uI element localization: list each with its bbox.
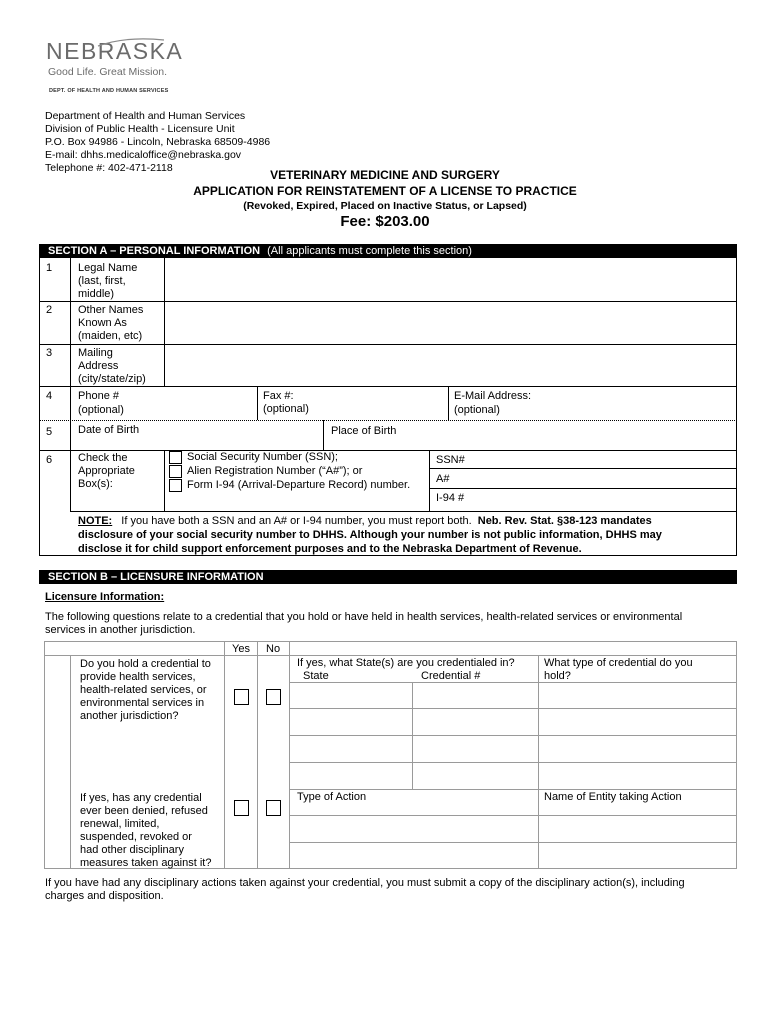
note-label: NOTE:	[78, 515, 113, 527]
credential-number-column-header: Credential #	[421, 670, 481, 682]
section-a-title: SECTION A – PERSONAL INFORMATION	[48, 245, 261, 257]
address-line: Department of Health and Human Services	[45, 110, 246, 122]
logo-tagline: Good Life. Great Mission.	[48, 66, 168, 78]
row-number: 2	[46, 304, 53, 316]
ssn-option-label: Social Security Number (SSN);	[187, 451, 338, 463]
a-number-label: A#	[436, 473, 450, 485]
address-line: P.O. Box 94986 - Lincoln, Nebraska 68509-4986	[45, 136, 271, 148]
ssn-number-label: SSN#	[436, 454, 465, 466]
pob-label: Place of Birth	[331, 425, 397, 437]
email-label: E-Mail Address:	[454, 390, 532, 402]
nebraska-logo-wordmark: NEBRASKA	[46, 38, 184, 64]
form-title: VETERINARY MEDICINE AND SURGERY	[270, 168, 500, 182]
row-number: 6	[46, 454, 53, 466]
i94-checkbox[interactable]	[169, 479, 182, 492]
dob-field[interactable]	[170, 422, 321, 449]
mailing-address-field[interactable]	[166, 346, 734, 385]
credential-type-header: What type of credential do you hold?	[544, 657, 693, 682]
i94-option-label: Form I-94 (Arrival-Departure Record) number.	[187, 479, 411, 491]
other-names-field[interactable]	[166, 303, 734, 343]
disciplinary-footer-line: charges and disposition.	[45, 890, 164, 902]
section-a-header	[39, 244, 737, 258]
q1-no-checkbox[interactable]	[266, 689, 281, 705]
yes-column-header: Yes	[232, 643, 250, 655]
i94-number-field[interactable]	[470, 490, 734, 510]
state-column-header: State	[303, 670, 329, 682]
row-number: 1	[46, 262, 53, 274]
note-disclosure-line: disclose it for child support enforcement purposes and to the Nebraska Department of Revenue.	[78, 543, 582, 555]
ssn-note	[78, 515, 652, 528]
licensure-intro-line: The following questions relate to a credential that you hold or have held in health services, health-related services or environmental	[45, 611, 683, 623]
alien-registration-option-label: Alien Registration Number (“A#”); or	[187, 465, 363, 477]
states-credentialed-header: If yes, what State(s) are you credentialed in?	[297, 657, 515, 669]
logo-swoosh-icon	[96, 34, 166, 48]
dob-label: Date of Birth	[78, 424, 140, 436]
mailing-address-label: Mailing Address (city/state/zip)	[78, 347, 146, 385]
note-text: If you have both a SSN and an A# or I-94 number, you must report both.	[121, 515, 472, 527]
phone-label: Phone #	[78, 390, 119, 402]
pob-field[interactable]	[405, 422, 734, 449]
section-a-note: (All applicants must complete this section)	[267, 245, 472, 257]
q2-no-checkbox[interactable]	[266, 800, 281, 816]
agency-address	[45, 110, 270, 175]
other-names-label: Other Names Known As (maiden, etc)	[78, 304, 144, 342]
legal-name-label: Legal Name (last, first, middle)	[78, 262, 138, 300]
application-fee: Fee: $203.00	[340, 213, 430, 230]
row-number: 3	[46, 347, 53, 359]
row-number: 5	[46, 426, 53, 438]
logo-department: DEPT. OF HEALTH AND HUMAN SERVICES	[49, 88, 169, 94]
check-boxes-label: Check the Appropriate Box(s):	[78, 452, 135, 490]
q1-yes-checkbox[interactable]	[234, 689, 249, 705]
section-b-title: SECTION B – LICENSURE INFORMATION	[48, 571, 264, 583]
entity-taking-action-header: Name of Entity taking Action	[544, 791, 682, 803]
email-optional: (optional)	[454, 404, 500, 416]
section-b-header	[39, 570, 737, 584]
ssn-checkbox[interactable]	[169, 451, 182, 464]
phone-optional: (optional)	[78, 404, 124, 416]
address-line: Division of Public Health - Licensure Unit	[45, 123, 235, 135]
form-subtitle: APPLICATION FOR REINSTATEMENT OF A LICENSE TO PRACTICE	[193, 184, 577, 198]
legal-name-field[interactable]	[166, 260, 734, 300]
q2-yes-checkbox[interactable]	[234, 800, 249, 816]
address-line: E-mail: dhhs.medicaloffice@nebraska.gov	[45, 149, 242, 161]
type-of-action-header: Type of Action	[297, 791, 367, 803]
no-column-header: No	[266, 643, 281, 655]
fax-label: Fax #:	[263, 390, 294, 402]
i94-number-label: I-94 #	[436, 492, 465, 504]
ssn-number-field[interactable]	[470, 451, 734, 467]
licensure-intro-line: services in another jurisdiction.	[45, 624, 196, 636]
row-number: 4	[46, 390, 53, 402]
licensure-subheading: Licensure Information:	[45, 591, 165, 603]
question-disciplinary-action: If yes, has any credential ever been denied, refused renewal, limited, suspended, revoked or had other disciplinary measures taken against it?	[80, 792, 212, 869]
note-statute: Neb. Rev. Stat. §38-123 mandates	[477, 515, 652, 527]
alien-registration-checkbox[interactable]	[169, 465, 182, 478]
email-field[interactable]	[540, 388, 734, 418]
form-status-note: (Revoked, Expired, Placed on Inactive Status, or Lapsed)	[243, 200, 527, 212]
question-hold-credential: Do you hold a credential to provide health services, health-related services, or environmental services in another jurisdiction?	[80, 658, 211, 722]
address-line: Telephone #: 402-471-2118	[45, 162, 173, 174]
disciplinary-footer-line: If you have had any disciplinary actions taken against your credential, you must submit a copy of the disciplinary action(s), including	[45, 877, 685, 889]
phone-field[interactable]	[140, 388, 255, 418]
fax-optional: (optional)	[263, 403, 309, 415]
note-disclosure-line: disclosure of your social security number to DHHS. Although your number is not public information, DHHS may	[78, 529, 662, 541]
fax-field[interactable]	[320, 388, 446, 418]
a-number-field[interactable]	[455, 470, 734, 487]
